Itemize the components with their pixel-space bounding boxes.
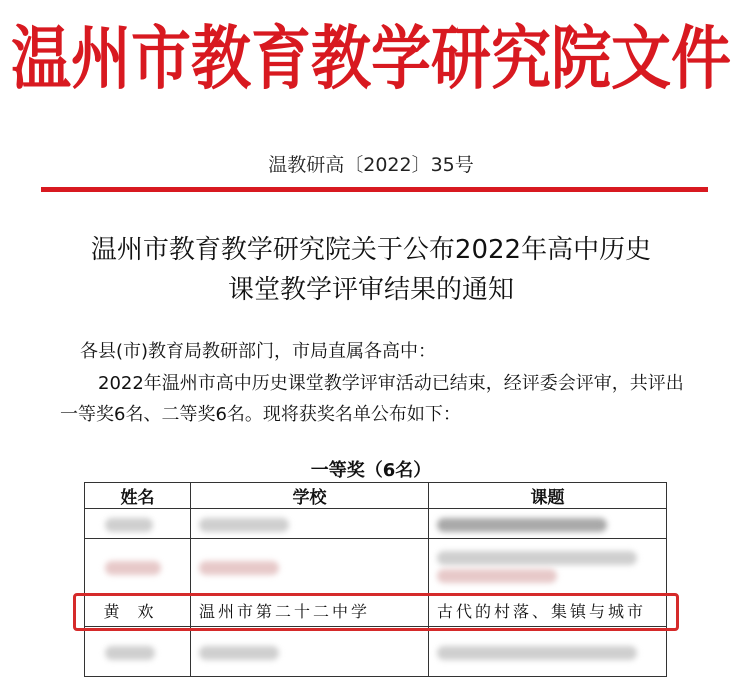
table-row-redacted-3 (85, 627, 667, 677)
red-divider (41, 187, 708, 192)
document-number: 温教研高〔2022〕35号 (268, 154, 474, 176)
body-paragraph: 2022年温州市高中历史课堂教学评审活动已结束，经评委会评审，共评出一等奖6名、二等奖6名。现将获奖名单公布如下： (60, 373, 684, 425)
winner-name: 黄欢 (85, 595, 191, 627)
redacted-cell (191, 539, 429, 595)
salutation: 各县(市)教育局教研部门，市局直属各高中： (80, 341, 437, 362)
redacted-cell (191, 509, 429, 539)
table-row-redacted-2 (85, 539, 667, 595)
redacted-cell (429, 627, 667, 677)
notice-title-line-1: 温州市教育教学研究院关于公布2022年高中历史 (90, 235, 652, 265)
notice-title (0, 230, 742, 310)
redacted-cell (429, 539, 667, 595)
header-name: 姓名 (85, 483, 191, 509)
awards-table (84, 482, 667, 677)
award-section-title: 一等奖（6名） (310, 460, 432, 481)
header-topic: 课题 (429, 483, 667, 509)
header-school: 学校 (191, 483, 429, 509)
winner-school: 温州市第二十二中学 (191, 595, 429, 627)
masthead-title: 温州市教育教学研究院文件 (11, 18, 731, 99)
redacted-cell (429, 509, 667, 539)
table-header-row (85, 483, 667, 509)
redacted-cell (191, 627, 429, 677)
notice-title-line-2: 课堂教学评审结果的通知 (227, 275, 514, 305)
redacted-cell (85, 509, 191, 539)
redacted-cell (85, 539, 191, 595)
winner-topic: 古代的村落、集镇与城市 (429, 595, 667, 627)
table-row-redacted-1 (85, 509, 667, 539)
highlight-box (73, 593, 679, 631)
redacted-cell (85, 627, 191, 677)
